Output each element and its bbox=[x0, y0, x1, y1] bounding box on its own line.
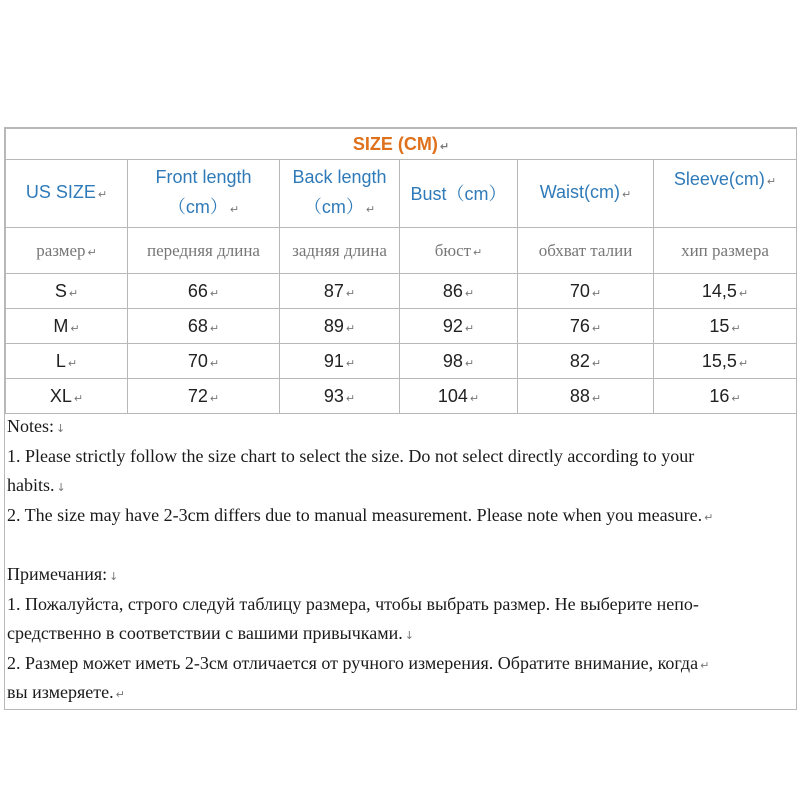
line-break-icon: ↓ bbox=[56, 422, 66, 435]
cell-value: 82 bbox=[569, 350, 590, 371]
cell-value: L bbox=[55, 350, 66, 371]
header-label: US SIZE bbox=[25, 182, 96, 202]
header-ru-label: размер bbox=[36, 240, 86, 260]
table-row bbox=[6, 309, 797, 344]
paragraph-mark-icon: ↵ bbox=[115, 688, 125, 701]
paragraph-mark-icon: ↵ bbox=[345, 286, 356, 300]
header-label: Front length bbox=[155, 167, 252, 187]
notes-section bbox=[5, 412, 796, 708]
header-ru-label: хип размера bbox=[681, 240, 769, 260]
paragraph-mark-icon: ↵ bbox=[731, 321, 741, 335]
cell-value: 92 bbox=[442, 315, 463, 336]
paragraph-mark-icon: ↵ bbox=[591, 286, 602, 300]
spacer bbox=[5, 530, 796, 560]
header-ru-label: обхват талии bbox=[538, 240, 633, 260]
note-ru-1-cont bbox=[5, 619, 796, 649]
cell-value: 88 bbox=[569, 385, 590, 406]
note-ru-1 bbox=[5, 590, 796, 620]
paragraph-mark-icon: ↵ bbox=[464, 321, 475, 335]
header-back-length bbox=[280, 160, 400, 228]
table-row bbox=[6, 379, 797, 414]
header-sleeve bbox=[654, 160, 797, 228]
paragraph-mark-icon: ↵ bbox=[464, 286, 475, 300]
line-break-icon: ↓ bbox=[404, 629, 414, 642]
header-ru-label: передняя длина bbox=[147, 240, 260, 260]
note-en-1 bbox=[5, 442, 796, 472]
sleeve-cell bbox=[654, 379, 797, 414]
back-length-cell bbox=[280, 379, 400, 414]
notes-heading-text: Примечания: bbox=[7, 564, 108, 584]
header-ru-cell bbox=[128, 228, 280, 274]
cell-value: 15 bbox=[709, 315, 730, 336]
paragraph-mark-icon: ↵ bbox=[345, 356, 356, 370]
notes-heading-text: Notes: bbox=[7, 416, 54, 436]
waist-cell bbox=[518, 379, 654, 414]
paragraph-mark-icon: ↵ bbox=[70, 321, 80, 335]
header-label: Back length bbox=[292, 167, 387, 187]
paragraph-mark-icon: ↵ bbox=[738, 356, 749, 370]
header-ru-cell bbox=[6, 228, 128, 274]
waist-cell bbox=[518, 274, 654, 309]
cell-value: 66 bbox=[187, 280, 208, 301]
cell-value: 91 bbox=[323, 350, 344, 371]
cell-value: 104 bbox=[437, 385, 468, 406]
front-length-cell bbox=[128, 344, 280, 379]
cell-value: 86 bbox=[442, 280, 463, 301]
paragraph-mark-icon: ↵ bbox=[73, 391, 84, 405]
bust-cell bbox=[400, 274, 518, 309]
cell-value: 93 bbox=[323, 385, 344, 406]
waist-cell bbox=[518, 344, 654, 379]
header-bust bbox=[400, 160, 518, 228]
paragraph-mark-icon: ↵ bbox=[700, 658, 710, 672]
back-length-cell bbox=[280, 344, 400, 379]
paragraph-mark-icon: ↵ bbox=[87, 245, 97, 259]
paragraph-mark-icon: ↵ bbox=[473, 245, 483, 259]
cell-value: 76 bbox=[569, 315, 590, 336]
header-ru-cell bbox=[280, 228, 400, 274]
bust-cell bbox=[400, 344, 518, 379]
sleeve-cell bbox=[654, 344, 797, 379]
header-front-length bbox=[128, 160, 280, 228]
paragraph-mark-icon: ↵ bbox=[209, 321, 220, 335]
paragraph-mark-icon: ↵ bbox=[704, 510, 714, 524]
note-text: 1. Please strictly follow the size chart to select the size. Do not select directly according to your bbox=[7, 445, 695, 466]
front-length-cell bbox=[128, 309, 280, 344]
note-text: средственно в соответствии с вашими привычками. bbox=[7, 623, 403, 643]
header-ru-cell bbox=[518, 228, 654, 274]
paragraph-mark-icon: ↵ bbox=[464, 356, 475, 370]
paragraph-mark-icon: ↵ bbox=[345, 321, 356, 335]
note-en-1-cont bbox=[5, 471, 796, 501]
cell-value: 87 bbox=[323, 280, 344, 301]
bust-cell bbox=[400, 309, 518, 344]
note-en-2 bbox=[5, 501, 796, 531]
header-unit: （cm） bbox=[303, 197, 364, 217]
size-cell bbox=[6, 379, 128, 414]
front-length-cell bbox=[128, 379, 280, 414]
sleeve-cell bbox=[654, 274, 797, 309]
size-cell bbox=[6, 274, 128, 309]
notes-heading-en bbox=[5, 412, 796, 442]
notes-heading-ru bbox=[5, 560, 796, 590]
cell-value: M bbox=[53, 315, 69, 336]
paragraph-mark-icon: ↵ bbox=[97, 188, 108, 201]
bust-cell bbox=[400, 379, 518, 414]
table-title-text: SIZE (CM) bbox=[352, 133, 438, 154]
size-cell bbox=[6, 344, 128, 379]
header-ru-cell bbox=[400, 228, 518, 274]
note-text: вы измеряете. bbox=[7, 682, 114, 702]
sleeve-cell bbox=[654, 309, 797, 344]
cell-value: 15,5 bbox=[701, 350, 737, 371]
header-ru-label: задняя длина bbox=[292, 240, 387, 260]
table-title-row bbox=[6, 129, 797, 160]
paragraph-mark-icon: ↵ bbox=[439, 139, 450, 153]
header-ru-label: бюст bbox=[434, 240, 472, 260]
header-ru-cell bbox=[654, 228, 797, 274]
size-chart-sheet bbox=[4, 127, 797, 710]
header-label: Waist(cm) bbox=[539, 182, 621, 202]
paragraph-mark-icon: ↵ bbox=[229, 203, 240, 216]
paragraph-mark-icon: ↵ bbox=[591, 356, 602, 370]
paragraph-mark-icon: ↵ bbox=[209, 391, 220, 405]
cell-value: 70 bbox=[187, 350, 208, 371]
paragraph-mark-icon: ↵ bbox=[209, 356, 220, 370]
cell-value: S bbox=[54, 280, 67, 301]
cell-value: 14,5 bbox=[701, 280, 737, 301]
note-text: 2. Размер может иметь 2-3см отличается от ручного измерения. Обратите внимание, когда bbox=[7, 652, 699, 673]
paragraph-mark-icon: ↵ bbox=[731, 391, 741, 405]
cell-value: 89 bbox=[323, 315, 344, 336]
waist-cell bbox=[518, 309, 654, 344]
header-unit: （cm） bbox=[167, 197, 228, 217]
table-row bbox=[6, 274, 797, 309]
paragraph-mark-icon: ↵ bbox=[591, 321, 602, 335]
cell-value: 16 bbox=[709, 385, 730, 406]
paragraph-mark-icon: ↵ bbox=[469, 391, 480, 405]
cell-value: 68 bbox=[187, 315, 208, 336]
note-ru-2-cont bbox=[5, 678, 796, 708]
header-label: Sleeve(cm) bbox=[673, 169, 765, 189]
line-break-icon: ↓ bbox=[109, 570, 119, 583]
size-cell bbox=[6, 309, 128, 344]
note-text: 1. Пожалуйста, строго следуй таблицу размера, чтобы выбрать размер. Не выберите непо- bbox=[7, 593, 699, 614]
cell-value: 72 bbox=[187, 385, 208, 406]
header-label: Bust（cm） bbox=[410, 183, 507, 204]
paragraph-mark-icon: ↵ bbox=[345, 391, 356, 405]
back-length-cell bbox=[280, 274, 400, 309]
header-waist bbox=[518, 160, 654, 228]
table-title bbox=[6, 129, 797, 160]
paragraph-mark-icon: ↵ bbox=[766, 175, 777, 188]
size-table bbox=[5, 128, 797, 414]
line-break-icon: ↓ bbox=[56, 481, 66, 494]
paragraph-mark-icon: ↵ bbox=[591, 391, 602, 405]
paragraph-mark-icon: ↵ bbox=[209, 286, 220, 300]
table-row bbox=[6, 344, 797, 379]
header-ru-row bbox=[6, 228, 797, 274]
back-length-cell bbox=[280, 309, 400, 344]
paragraph-mark-icon: ↵ bbox=[738, 286, 749, 300]
front-length-cell bbox=[128, 274, 280, 309]
cell-value: 98 bbox=[442, 350, 463, 371]
header-row bbox=[6, 160, 797, 228]
paragraph-mark-icon: ↵ bbox=[67, 356, 78, 370]
paragraph-mark-icon: ↵ bbox=[365, 203, 376, 216]
paragraph-mark-icon: ↵ bbox=[68, 286, 79, 300]
note-text: 2. The size may have 2-3cm differs due to manual measurement. Please note when you measure. bbox=[7, 504, 703, 525]
note-ru-2 bbox=[5, 649, 796, 679]
cell-value: 70 bbox=[569, 280, 590, 301]
header-us-size bbox=[6, 160, 128, 228]
note-text: habits. bbox=[7, 475, 55, 495]
cell-value: XL bbox=[49, 385, 72, 406]
paragraph-mark-icon: ↵ bbox=[622, 188, 632, 201]
